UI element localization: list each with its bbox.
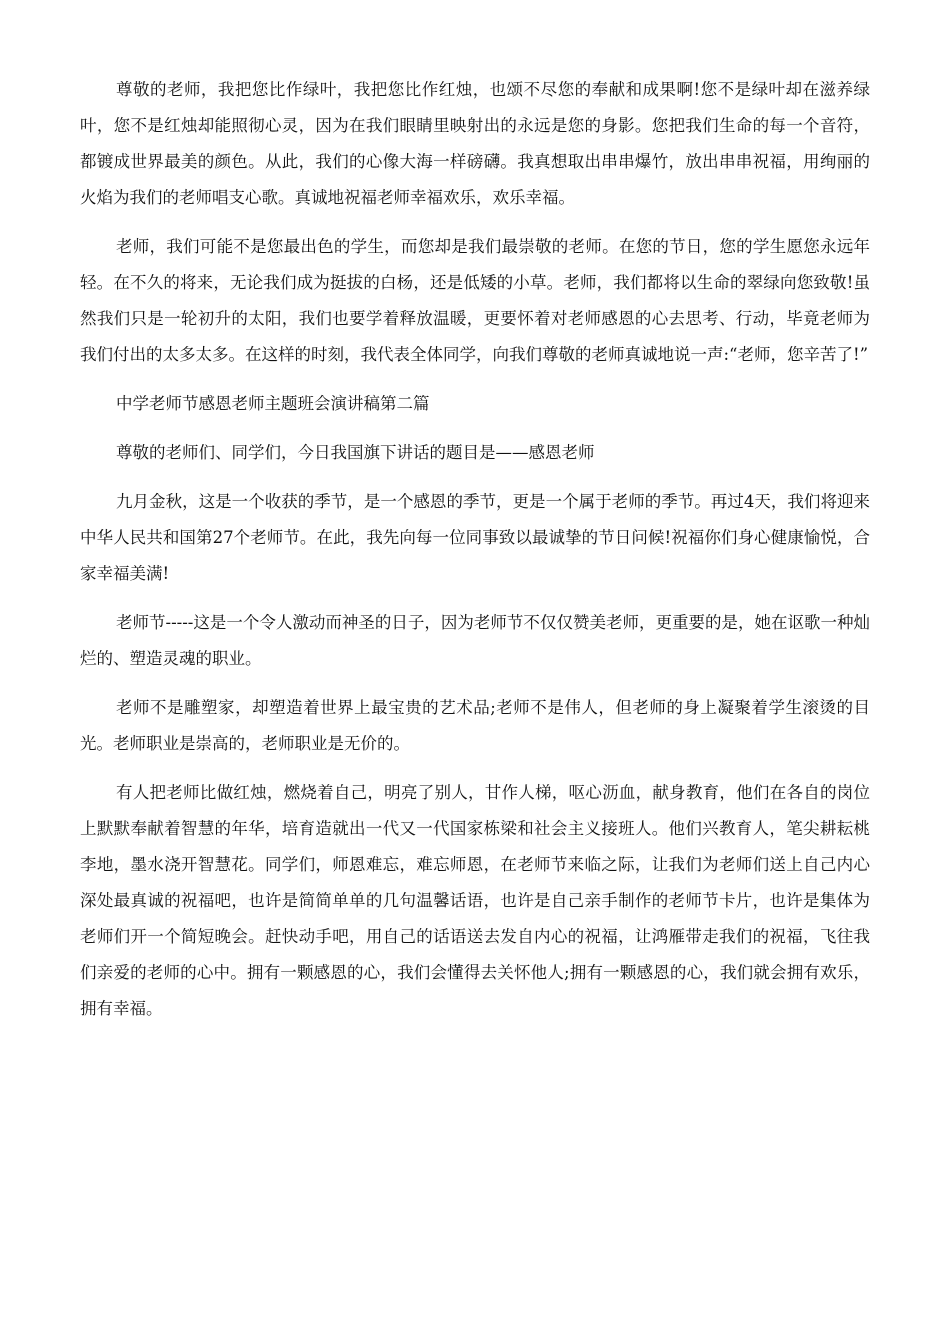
paragraph-3: 九月金秋，这是一个收获的季节，是一个感恩的季节，更是一个属于老师的季节。再过4天，我们将迎来中华人民共和国第27个老师节。在此，我先向每一位同事致以最诚挚的节日问候!祝福你们身心健康愉悦，合家幸福美满! xyxy=(80,492,870,583)
paragraph-1: 尊敬的老师，我把您比作绿叶，我把您比作红烛，也颂不尽您的奉献和成果啊!您不是绿叶却在滋养绿叶，您不是红烛却能照彻心灵，因为在我们眼睛里映射出的永远是您的身影。您把我们生命的每一个音符，都镀成世界最美的颜色。从此，我们的心像大海一样磅礴。我真想取出串串爆竹，放出串串祝福，用绚丽的火焰为我们的老师唱支心歌。真诚地祝福老师幸福欢乐，欢乐幸福。 xyxy=(80,80,870,207)
document-body xyxy=(80,72,870,1040)
paragraph-2: 老师，我们可能不是您最出色的学生，而您却是我们最崇敬的老师。在您的节日，您的学生愿您永远年轻。在不久的将来，无论我们成为挺拔的白杨，还是低矮的小草。老师，我们都将以生命的翠绿向您致敬!虽然我们只是一轮初升的太阳，我们也要学着释放温暖，更要怀着对老师感恩的心去思考、行动，毕竟老师为我们付出的太多太多。在这样的时刻，我代表全体同学，向我们尊敬的老师真诚地说一声:“老师，您辛苦了!” xyxy=(80,237,870,364)
section-title: 中学老师节感恩老师主题班会演讲稿第二篇 xyxy=(116,394,430,413)
paragraph-greeting: 尊敬的老师们、同学们，今日我国旗下讲话的题目是——感恩老师 xyxy=(116,443,595,462)
paragraph-6: 有人把老师比做红烛，燃烧着自己，明亮了别人，甘作人梯，呕心沥血，献身教育，他们在各自的岗位上默默奉献着智慧的年华，培育造就出一代又一代国家栋梁和社会主义接班人。他们兴教育人，笔尖耕耘桃李地，墨水浇开智慧花。同学们，师恩难忘，难忘师恩，在老师节来临之际，让我们为老师们送上自己内心深处最真诚的祝福吧，也许是简简单单的几句温馨话语，也许是自己亲手制作的老师节卡片，也许是集体为老师们开一个简短晚会。赶快动手吧，用自己的话语送去发自内心的祝福，让鸿雁带走我们的祝福，飞往我们亲爱的老师的心中。拥有一颗感恩的心，我们会懂得去关怀他人;拥有一颗感恩的心，我们就会拥有欢乐，拥有幸福。 xyxy=(80,783,870,1018)
paragraph-4: 老师节-----这是一个令人激动而神圣的日子，因为老师节不仅仅赞美老师，更重要的是，她在讴歌一种灿烂的、塑造灵魂的职业。 xyxy=(80,613,870,668)
paragraph-5: 老师不是雕塑家，却塑造着世界上最宝贵的艺术品;老师不是伟人，但老师的身上凝聚着学生滚烫的目光。老师职业是崇高的，老师职业是无价的。 xyxy=(80,698,870,753)
